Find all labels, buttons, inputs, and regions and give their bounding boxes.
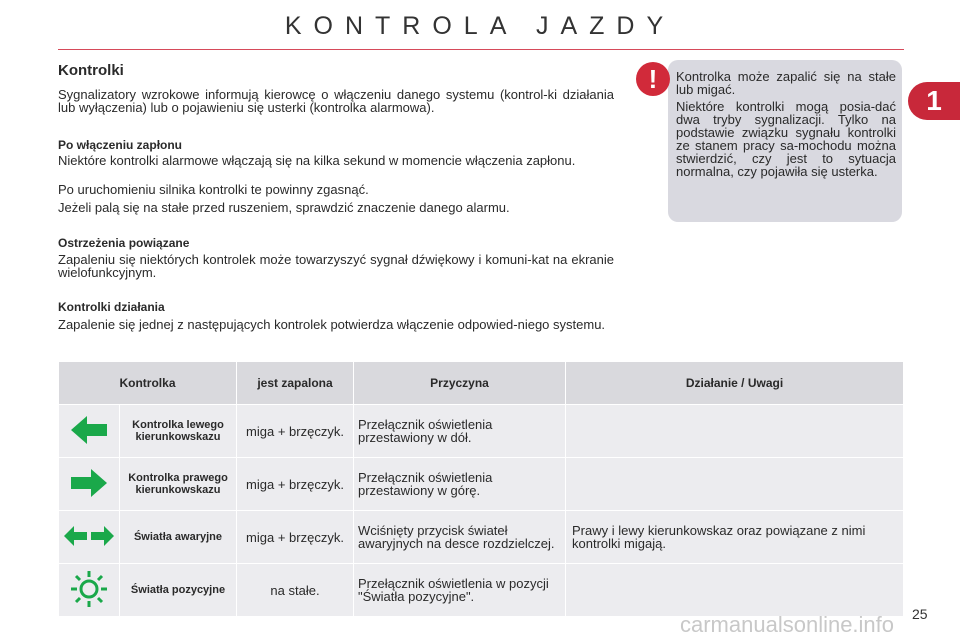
left-arrow-icon (59, 405, 120, 458)
page-number: 25 (912, 606, 928, 622)
heading-ignition: Po włączeniu zapłonu (58, 138, 183, 152)
operation-paragraph: Zapalenie się jednej z następujących kontrolek potwierdza włączenie odpowied-niego systemu. (58, 317, 606, 332)
indicator-name: Kontrolka lewego kierunkowskazu (120, 405, 237, 458)
ignition-paragraph-3: Jeżeli palą się na stałe przed ruszeniem, sprawdzić znaczenie danego alarmu. (58, 200, 510, 215)
indicator-name: Światła awaryjne (120, 511, 237, 564)
table-row (59, 405, 904, 458)
indicator-action (566, 564, 904, 617)
table-row (59, 564, 904, 617)
indicator-cause: Wciśnięty przycisk świateł awaryjnych na desce rozdzielczej. (354, 511, 566, 564)
title-divider (58, 49, 904, 50)
indicator-cause: Przełącznik oświetlenia w pozycji "Światła pozycyjne". (354, 564, 566, 617)
col-header-action: Działanie / Uwagi (566, 362, 904, 405)
intro-paragraph: Sygnalizatory wzrokowe informują kierowcę o włączeniu danego systemu (kontrol-ki działania lub wyłączenia) lub o pojawieniu się usterki (kontrolka alarmowa). (58, 87, 614, 115)
page-title: KONTROLA JAZDY (284, 12, 676, 40)
indicator-cause: Przełącznik oświetlenia przestawiony w dół. (354, 405, 566, 458)
table-row (59, 511, 904, 564)
indicator-state: miga + brzęczyk. (237, 511, 354, 564)
indicator-cause: Przełącznik oświetlenia przestawiony w górę. (354, 458, 566, 511)
indicator-state: miga + brzęczyk. (237, 458, 354, 511)
right-arrow-icon (59, 458, 120, 511)
hazard-arrows-icon (59, 511, 120, 564)
col-header-cause: Przyczyna (354, 362, 566, 405)
heading-warnings: Ostrzeżenia powiązane (58, 236, 190, 250)
exclamation-icon: ! (636, 62, 670, 96)
indicator-state: miga + brzęczyk. (237, 405, 354, 458)
section-heading-kontrolki: Kontrolki (58, 62, 124, 79)
sidelight-icon (59, 564, 120, 617)
note-paragraph-2: Niektóre kontrolki mogą posia-dać dwa tryby sygnalizacji. Tylko na podstawie związku sygnału kontrolki ze stanem pracy sa-mochodu można stwierdzić, czy jest to sytuacja normalna, czy pojawiła się usterka. (676, 99, 896, 179)
indicator-action (566, 458, 904, 511)
ignition-paragraph-1: Niektóre kontrolki alarmowe włączają się na kilka sekund w momencie włączenia zapłonu. (58, 153, 576, 168)
col-header-kontrolka: Kontrolka (59, 362, 237, 405)
indicator-state: na stałe. (237, 564, 354, 617)
table-header-row (59, 362, 904, 405)
chapter-tab[interactable]: 1 (908, 82, 960, 120)
note-paragraph-1: Kontrolka może zapalić się na stałe lub migać. (676, 69, 896, 97)
indicator-action: Prawy i lewy kierunkowskaz oraz powiązane z nimi kontrolki migają. (566, 511, 904, 564)
warnings-paragraph: Zapaleniu się niektórych kontrolek może towarzyszyć sygnał dźwiękowy i komuni-kat na ekranie wielofunkcyjnym. (58, 252, 614, 280)
ignition-paragraph-2: Po uruchomieniu silnika kontrolki te powinny zgasnąć. (58, 182, 369, 197)
heading-operation: Kontrolki działania (58, 300, 165, 314)
col-header-state: jest zapalona (237, 362, 354, 405)
watermark: carmanualsonline.info (680, 612, 895, 637)
indicator-name: Światła pozycyjne (120, 564, 237, 617)
indicator-action (566, 405, 904, 458)
indicator-table (58, 361, 904, 617)
indicator-name: Kontrolka prawego kierunkowskazu (120, 458, 237, 511)
table-row (59, 458, 904, 511)
